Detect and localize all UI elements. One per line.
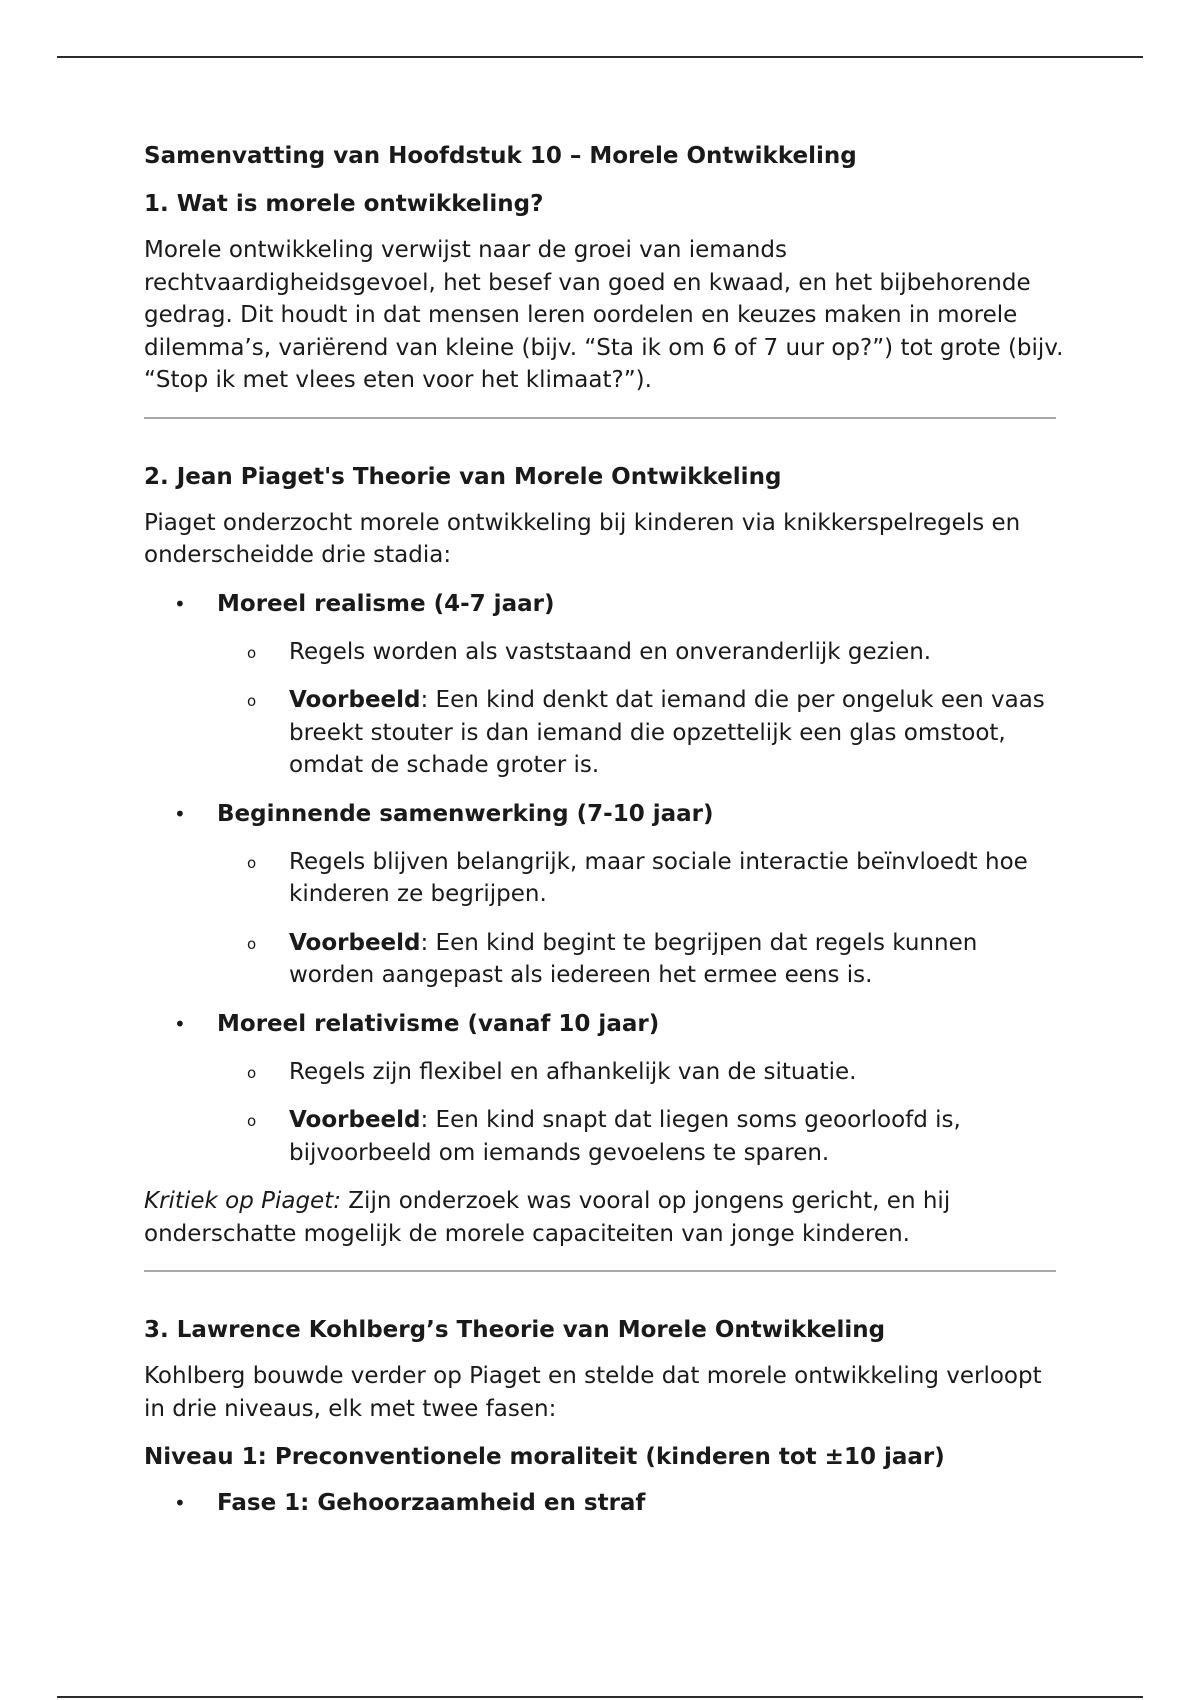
- phase-title: Fase 1: Gehoorzaamheid en straf: [217, 1490, 646, 1516]
- stage-details: [217, 846, 1064, 992]
- kohlberg-phases-list: [144, 1487, 1064, 1519]
- document-body: [144, 140, 1064, 1535]
- stage-point-text: Regels worden als vaststaand en onveranderlijk gezien.: [289, 638, 932, 665]
- level-1-heading: Niveau 1: Preconventionele moraliteit (kinderen tot ±10 jaar): [144, 1444, 945, 1470]
- stage-title: Moreel realisme (4-7 jaar): [217, 590, 555, 617]
- page-bottom-rule: [57, 1696, 1143, 1698]
- section-1-paragraph: Morele ontwikkeling verwijst naar de groei van iemands rechtvaardigheidsgevoel, het besef van goed en kwaad, en het bijbehorende gedrag. Dit houdt in dat mensen leren oordelen en keuzes maken in morele dilemma’s, variërend van kleine (bijv. “Sta ik om 6 of 7 uur op?”) tot grote (bijv. “Stop ik met vlees eten voor het klimaat?”).: [144, 237, 1064, 393]
- stage-example-text: : Een kind begint te begrijpen dat regels kunnen worden aangepast als iedereen het ermee eens is.: [289, 929, 978, 988]
- phase-item: [144, 1487, 1064, 1519]
- stage-item: [144, 1008, 1064, 1170]
- section-1-heading: 1. Wat is morele ontwikkeling?: [144, 191, 544, 217]
- sub-bullet-icon: o: [247, 934, 257, 953]
- stage-point: [217, 1056, 1064, 1089]
- stage-title: Moreel relativisme (vanaf 10 jaar): [217, 1010, 660, 1037]
- bullet-icon: •: [174, 801, 186, 826]
- example-label: Voorbeeld: [289, 929, 421, 956]
- stage-item: [144, 798, 1064, 992]
- stage-point-text: Regels blijven belangrijk, maar sociale interactie beïnvloedt hoe kinderen ze begrijpen.: [289, 848, 1028, 907]
- bullet-icon: •: [174, 1491, 186, 1515]
- stage-item: [144, 588, 1064, 782]
- sub-bullet-icon: o: [247, 643, 257, 662]
- critique-text: Zijn onderzoek was vooral op jongens gericht, en hij onderschatte mogelijk de morele capaciteiten van jonge kinderen.: [144, 1188, 951, 1247]
- stage-example-text: : Een kind denkt dat iemand die per ongeluk een vaas breekt stouter is dan iemand die opzettelijk een glas omstoot, omdat de schade groter is.: [289, 687, 1045, 778]
- stage-details: [217, 1056, 1064, 1170]
- sub-bullet-icon: o: [247, 853, 257, 872]
- bullet-icon: •: [174, 1011, 186, 1036]
- sub-bullet-icon: o: [247, 692, 257, 710]
- section-3-intro: Kohlberg bouwde verder op Piaget en stelde dat morele ontwikkeling verloopt in drie niveaus, elk met twee fasen:: [144, 1363, 1042, 1422]
- bullet-icon: •: [174, 591, 186, 616]
- stage-example: [217, 684, 1064, 782]
- critique-label: Kritiek op Piaget:: [144, 1188, 341, 1214]
- sub-bullet-icon: o: [247, 1063, 257, 1082]
- section-2-intro: Piaget onderzocht morele ontwikkeling bij kinderen via knikkerspelregels en onderscheidde drie stadia:: [144, 509, 1021, 568]
- document-title: Samenvatting van Hoofdstuk 10 – Morele Ontwikkeling: [144, 143, 857, 169]
- section-2-heading: 2. Jean Piaget's Theorie van Morele Ontwikkeling: [144, 463, 782, 490]
- section-3-heading: 3. Lawrence Kohlberg’s Theorie van Morele Ontwikkeling: [144, 1317, 886, 1343]
- stage-point: [217, 636, 1064, 669]
- example-label: Voorbeeld: [289, 687, 421, 713]
- stage-point: [217, 846, 1064, 911]
- stage-title: Beginnende samenwerking (7-10 jaar): [217, 800, 714, 827]
- stage-details: [217, 636, 1064, 782]
- stage-point-text: Regels zijn flexibel en afhankelijk van de situatie.: [289, 1058, 857, 1085]
- stage-example: [217, 1104, 1064, 1169]
- piaget-stages-list: [144, 588, 1064, 1170]
- piaget-critique: [144, 1185, 1064, 1250]
- section-divider: [144, 1270, 1056, 1272]
- example-label: Voorbeeld: [289, 1107, 421, 1133]
- page-top-rule: [57, 56, 1143, 58]
- stage-example-text: : Een kind snapt dat liegen soms geoorloofd is, bijvoorbeeld om iemands gevoelens te sparen.: [289, 1107, 961, 1166]
- stage-example: [217, 927, 1064, 992]
- section-divider: [144, 417, 1056, 419]
- sub-bullet-icon: o: [247, 1112, 257, 1130]
